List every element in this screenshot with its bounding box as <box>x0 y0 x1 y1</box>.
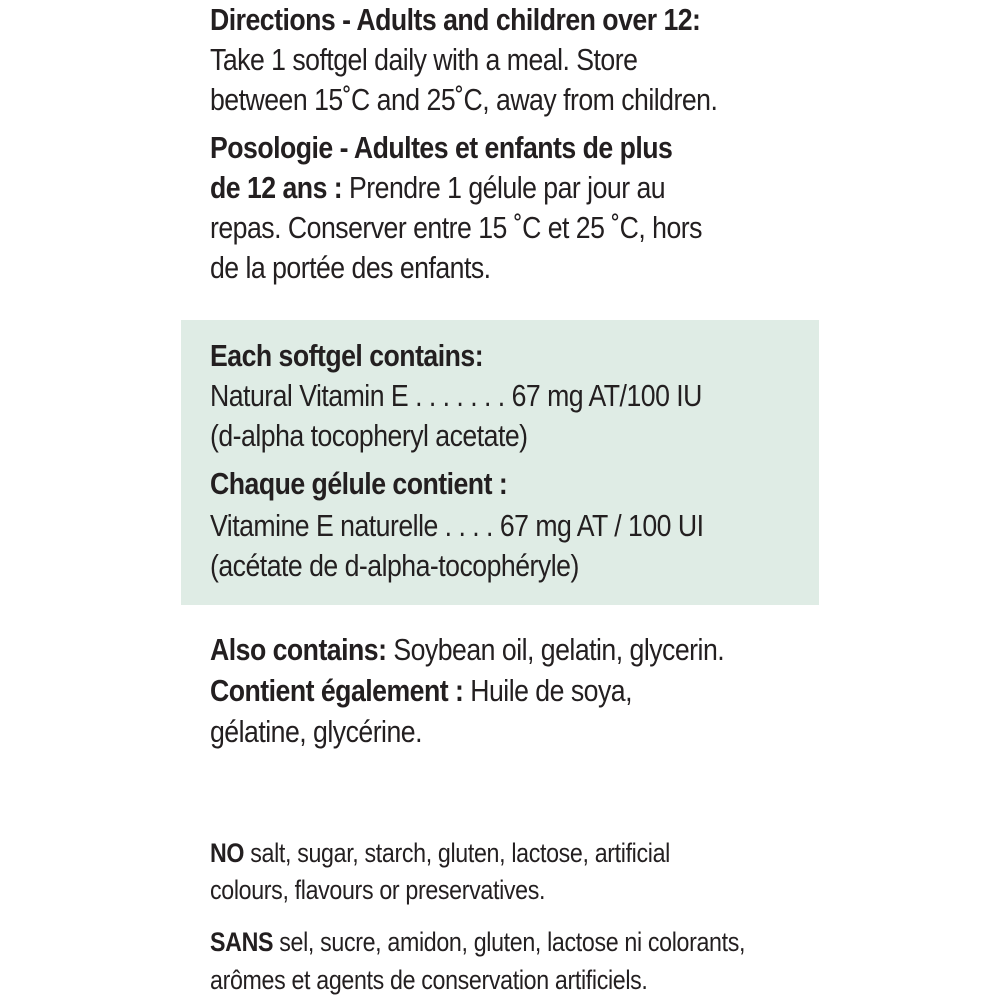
directions-fr-heading: Posologie - Adultes et enfants de plus <box>210 130 673 165</box>
free-of-fr-line-2: arômes et agents de conservation artificiels. <box>210 965 648 995</box>
ingredients-fr-source: (acétate de d-alpha-tocophéryle) <box>210 548 579 583</box>
ingredients-fr-heading: Chaque gélule contient : <box>210 466 508 501</box>
ingredients-fr-item: Vitamine E naturelle . . . . 67 mg AT / 100 UI <box>210 508 704 543</box>
directions-en-line-2: between 15˚C and 25˚C, away from children. <box>210 82 718 117</box>
directions-fr-line-4: de la portée des enfants. <box>210 250 491 285</box>
free-of-en-line-2: colours, flavours or preservatives. <box>210 875 546 905</box>
free-of-en-line-1: NO salt, sugar, starch, gluten, lactose, artificial <box>210 838 670 868</box>
free-of-fr-line-1: SANS sel, sucre, amidon, gluten, lactose ni colorants, <box>210 927 746 957</box>
other-ingredients-fr-line-1: Contient également : Huile de soya, <box>210 673 632 708</box>
ingredients-en-item: Natural Vitamin E . . . . . . . 67 mg AT/100 IU <box>210 378 702 413</box>
ingredients-en-source: (d-alpha tocopheryl acetate) <box>210 418 528 453</box>
directions-fr-line-2: de 12 ans : Prendre 1 gélule par jour au <box>210 170 666 205</box>
directions-fr-line-3: repas. Conserver entre 15 ˚C et 25 ˚C, hors <box>210 210 702 245</box>
directions-en-heading: Directions - Adults and children over 12: <box>210 2 701 37</box>
directions-en-line-1: Take 1 softgel daily with a meal. Store <box>210 42 638 77</box>
other-ingredients-fr-line-2: gélatine, glycérine. <box>210 714 422 749</box>
ingredients-en-heading: Each softgel contains: <box>210 338 484 373</box>
other-ingredients-en: Also contains: Soybean oil, gelatin, glycerin. <box>210 632 725 667</box>
